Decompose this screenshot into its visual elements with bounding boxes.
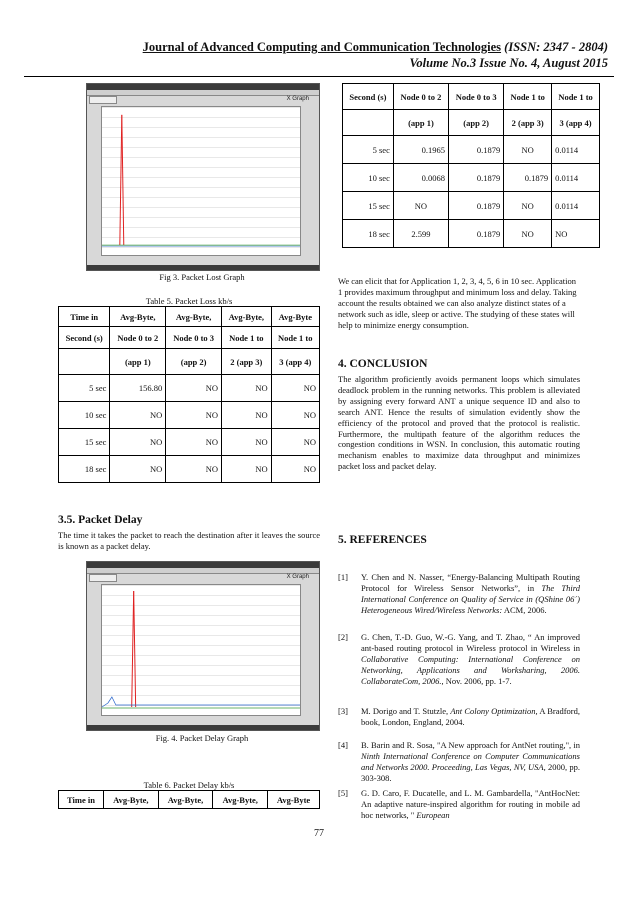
table-header-cell: Avg-Byte: [271, 307, 319, 327]
table-cell: 10 sec: [59, 402, 110, 429]
table-row: [343, 164, 600, 192]
reference-tail: , Nov. 2006, pp. 1-7.: [441, 675, 512, 686]
table-cell: NO: [393, 192, 448, 220]
reference-source: Ninth International Conference on Computer Communications and Networks 2000. Proceeding, Las Vegas, NV, USA,: [361, 750, 580, 772]
table-header-cell: (app 2): [166, 349, 222, 375]
taskbar: [87, 265, 319, 270]
table-cell: NO: [504, 192, 552, 220]
reference-tail: 2000, pp. 303-308.: [361, 761, 580, 783]
table-cell: NO: [222, 456, 272, 483]
spike-line: [120, 115, 122, 245]
graph-title: X Graph: [286, 574, 309, 580]
table-cell: 0.1879: [449, 192, 504, 220]
reference-text: G. Chen, T.-D. Guo, W.-G. Yang, and T. Zhao, “ An improved ant-based routing protocol in Wireless protocol in Wireless in: [361, 632, 580, 653]
table-header-cell: Avg-Byte,: [166, 307, 222, 327]
table-cell: 0.1879: [504, 164, 552, 192]
figure4-screenshot: [86, 561, 320, 731]
graph-title: X Graph: [286, 96, 309, 102]
figure3-caption: Fig 3. Packet Lost Graph: [159, 272, 245, 282]
table-row: [59, 456, 320, 483]
table-header-cell: Avg-Byte,: [158, 791, 213, 809]
conclusion-text: The algorithm proficiently avoids permanent loops which simulates deadlock problem in the running networks. This problem is alleviated by assigning every forward ANT a unique sequence ID and also to search ANT. Hence the results of simulation evidently show the efficiency of the protocol and proved that the protocol is realistic. Furthermore, the multipath feature of the algorithm reduces the congestion conditions in WSN. In conclusion, this automatic routing mechanism enables to maximize data throughput and minimizes packet loss and packet delay.: [338, 374, 580, 472]
toolbar-buttons: [89, 96, 117, 104]
table-cell: 156.80: [110, 375, 166, 402]
table-header-cell: Avg-Byte,: [222, 307, 272, 327]
table-row: [343, 136, 600, 164]
plot-area: [101, 106, 301, 256]
table-cell: NO: [222, 402, 272, 429]
table-cell: NO: [222, 429, 272, 456]
table-cell: 18 sec: [343, 220, 394, 248]
reference-number: [5]: [338, 788, 348, 798]
toolbar-buttons: [89, 574, 117, 582]
table-cell: 0.0114: [552, 192, 600, 220]
reference-number: [3]: [338, 706, 348, 716]
table-header-cell: 3 (app 4): [552, 110, 600, 136]
table-header-cell: 2 (app 3): [504, 110, 552, 136]
table6-continued: [342, 83, 600, 248]
table-cell: NO: [166, 456, 222, 483]
table-row: [59, 402, 320, 429]
menu-bar: [87, 568, 319, 574]
table-cell: NO: [552, 220, 600, 248]
table-cell: NO: [271, 375, 319, 402]
table-header-cell: [59, 349, 110, 375]
table-cell: 0.1965: [393, 136, 448, 164]
table-cell: 0.0068: [393, 164, 448, 192]
reference-tail: A Bradford, book, London, England, 2004.: [361, 706, 581, 727]
table-cell: NO: [166, 375, 222, 402]
table-header-cell: Second (s): [343, 84, 394, 110]
table-header-cell: Avg-Byte: [268, 791, 320, 809]
table-cell: NO: [271, 456, 319, 483]
summary-paragraph: We can elicit that for Application 1, 2, 3, 4, 5, 6 in 10 sec. Application 1 provides maximum throughput and minimum loss and delay. Taking account the results obtained we can also analyze distinct states of a network such as idle, sleep or active. The studying of these states will help to minimize energy consumption.: [338, 276, 577, 330]
table-header-cell: Node 0 to 2: [110, 327, 166, 349]
journal-issn: (ISSN: 2347 - 2804): [504, 40, 608, 54]
section-3-5-text: The time it takes the packet to reach the destination after it leaves the source is known as a packet delay.: [58, 530, 320, 551]
table-header-cell: Time in: [59, 791, 104, 809]
header-rule: [24, 76, 614, 77]
reference-item: [338, 632, 580, 687]
table-row: [343, 192, 600, 220]
page-number: 77: [314, 828, 324, 839]
reference-text: B. Barin and R. Sosa, "A New approach for AntNet routing,", in: [361, 740, 580, 750]
conclusion-heading: 4. CONCLUSION: [338, 358, 428, 370]
table5: [58, 306, 320, 483]
table-cell: 0.0114: [552, 164, 600, 192]
spike-line-down: [122, 115, 124, 245]
menu-bar: [87, 90, 319, 96]
table-header-cell: Node 1 to: [271, 327, 319, 349]
figure3-screenshot: [86, 83, 320, 271]
table-cell: NO: [110, 429, 166, 456]
table-header-cell: 3 (app 4): [271, 349, 319, 375]
table6-caption: Table 6. Packet Delay kb/s: [143, 780, 235, 790]
table6: [58, 790, 320, 809]
table-header-cell: Second (s): [59, 327, 110, 349]
table-cell: NO: [504, 220, 552, 248]
taskbar: [87, 725, 319, 730]
reference-source: European: [416, 809, 450, 820]
reference-source: Ant Colony Optimization,: [450, 706, 538, 716]
table-cell: NO: [110, 456, 166, 483]
section-heading-3-5: 3.5. Packet Delay: [58, 514, 143, 526]
table-cell: NO: [271, 402, 319, 429]
table-header-cell: Avg-Byte,: [103, 791, 158, 809]
table-header-cell: [343, 110, 394, 136]
table-header-cell: Node 1 to: [222, 327, 272, 349]
journal-header: [143, 40, 608, 55]
table-header-cell: Node 0 to 3: [166, 327, 222, 349]
table-cell: NO: [222, 375, 272, 402]
reference-item: [338, 740, 580, 784]
spike-line: [132, 591, 134, 707]
reference-text: G. D. Caro, F. Ducatelle, and L. M. Gambardella, "AntHocNet: An adaptive nature-inspired algorithm for routing in mobile ad hoc networks, ": [361, 788, 580, 820]
table-header-cell: (app 1): [110, 349, 166, 375]
table-cell: 15 sec: [59, 429, 110, 456]
table-header-cell: (app 2): [449, 110, 504, 136]
table-header-cell: Node 1 to: [504, 84, 552, 110]
table-header-cell: Avg-Byte,: [110, 307, 166, 327]
references-heading: 5. REFERENCES: [338, 534, 427, 546]
table-cell: 5 sec: [59, 375, 110, 402]
reference-number: [1]: [338, 572, 348, 582]
reference-item: [338, 572, 580, 616]
table-cell: NO: [110, 402, 166, 429]
table-header-cell: Avg-Byte,: [213, 791, 268, 809]
table-row: [59, 375, 320, 402]
table-header-cell: Node 0 to 3: [449, 84, 504, 110]
reference-text: Y. Chen and N. Nasser, “Energy-Balancing Multipath Routing Protocol for Wireless Sensor Networks”, in: [361, 572, 580, 593]
reference-source: Collaborative Computing: International Conference on Networking, Applications and Worksharing, 2006. CollaborateCom, 2006.: [361, 653, 580, 686]
table-cell: NO: [271, 429, 319, 456]
journal-volume: Volume No.3 Issue No. 4, August 2015: [409, 56, 608, 70]
table-cell: 0.1879: [449, 164, 504, 192]
table-header-cell: Node 0 to 2: [393, 84, 448, 110]
table-cell: 0.1879: [449, 220, 504, 248]
table-header-cell: Node 1 to: [552, 84, 600, 110]
table-cell: 2.599: [393, 220, 448, 248]
table-cell: 0.1879: [449, 136, 504, 164]
table-header-cell: Time in: [59, 307, 110, 327]
table-cell: NO: [166, 429, 222, 456]
reference-item: [338, 788, 580, 821]
table-header-cell: (app 1): [393, 110, 448, 136]
table5-caption: Table 5. Packet Loss kb/s: [145, 296, 233, 306]
reference-number: [4]: [338, 740, 348, 750]
table-row: [343, 220, 600, 248]
table-header-cell: 2 (app 3): [222, 349, 272, 375]
figure4-caption: Fig. 4. Packet Delay Graph: [155, 733, 249, 743]
journal-title: Journal of Advanced Computing and Communication Technologies: [142, 40, 502, 54]
table-cell: 10 sec: [343, 164, 394, 192]
table-cell: 15 sec: [343, 192, 394, 220]
table-cell: 18 sec: [59, 456, 110, 483]
reference-item: [338, 706, 580, 728]
reference-source: The Third International Conference on Quality of Service in (QShine 06´) Heterogeneous Wired/Wireless Networks:: [361, 582, 580, 615]
table-row: [59, 429, 320, 456]
graph-svg: [102, 107, 300, 255]
table-cell: NO: [504, 136, 552, 164]
spike-line-down: [134, 591, 136, 707]
reference-number: [2]: [338, 632, 348, 642]
table-cell: NO: [166, 402, 222, 429]
table-cell: 5 sec: [343, 136, 394, 164]
graph-svg: [102, 585, 300, 715]
reference-tail: ACM, 2006.: [502, 604, 547, 615]
plot-area: [101, 584, 301, 716]
table-cell: 0.0114: [552, 136, 600, 164]
reference-text: M. Dorigo and T. Stutzle,: [361, 706, 451, 716]
